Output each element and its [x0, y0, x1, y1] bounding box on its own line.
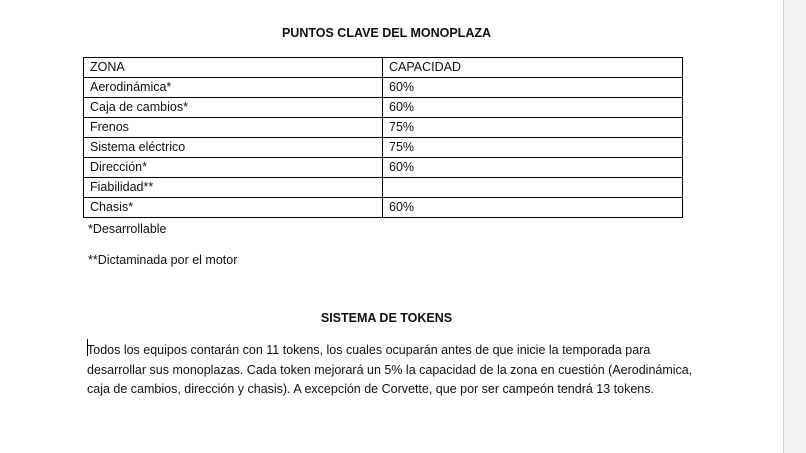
capacity-table	[83, 57, 683, 218]
tokens-paragraph[interactable]: Todos los equipos contarán con 11 tokens, los cuales ocuparán antes de que inicie la temporada para desarrollar sus monoplazas. Cada token mejorará un 5% la capacidad de la zona en cuestión (Aerodinámica, caja de cambios, dirección y chasis). A excepción de Corvette, que por ser campeón tendrá 13 tokens.	[87, 343, 693, 396]
heading-puntos-clave: PUNTOS CLAVE DEL MONOPLAZA	[281, 26, 492, 40]
table-row	[84, 98, 683, 118]
zone-cell: Frenos	[84, 118, 383, 138]
footnote-motor: **Dictaminada por el motor	[88, 253, 238, 267]
zone-cell: Fiabilidad**	[84, 178, 383, 198]
table-row	[84, 78, 683, 98]
capacity-cell: 75%	[383, 138, 683, 158]
capacity-cell	[383, 178, 683, 198]
capacity-cell: 75%	[383, 118, 683, 138]
capacity-cell: 60%	[383, 98, 683, 118]
zone-cell: Caja de cambios*	[84, 98, 383, 118]
zone-cell: Sistema eléctrico	[84, 138, 383, 158]
table-header-row	[84, 58, 683, 78]
table-row	[84, 158, 683, 178]
capacity-cell: 60%	[383, 158, 683, 178]
header-zona: ZONA	[84, 58, 383, 78]
table-row	[84, 138, 683, 158]
capacity-cell: 60%	[383, 78, 683, 98]
table-row	[84, 178, 683, 198]
zone-cell: Aerodinámica*	[84, 78, 383, 98]
capacity-cell: 60%	[383, 198, 683, 218]
footnote-desarrollable: *Desarrollable	[88, 222, 167, 236]
heading-sistema-tokens: SISTEMA DE TOKENS	[320, 311, 453, 325]
table-row	[84, 198, 683, 218]
zone-cell: Chasis*	[84, 198, 383, 218]
table-row	[84, 118, 683, 138]
zone-cell: Dirección*	[84, 158, 383, 178]
header-capacidad: CAPACIDAD	[383, 58, 683, 78]
vertical-scrollbar[interactable]	[784, 0, 806, 453]
